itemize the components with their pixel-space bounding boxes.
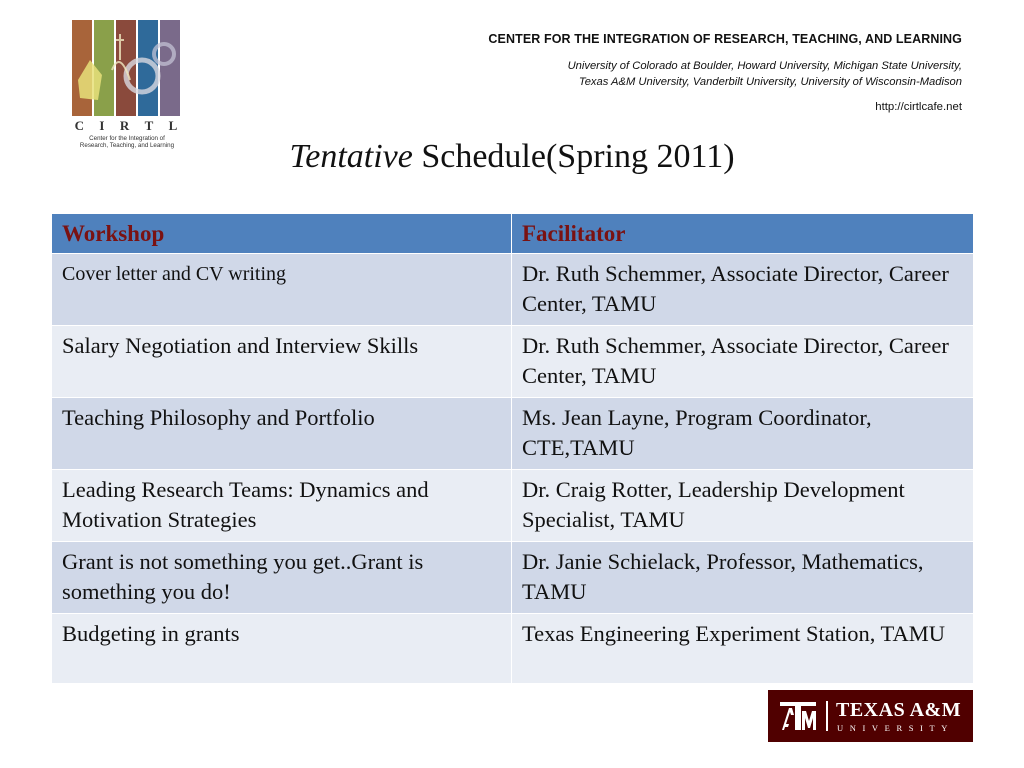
- facilitator-cell: Dr. Janie Schielack, Professor, Mathematics, TAMU: [512, 542, 974, 614]
- cirtl-letters: [68, 118, 186, 134]
- org-title: CENTER FOR THE INTEGRATION OF RESEARCH, TEACHING, AND LEARNING: [488, 32, 962, 46]
- workshop-cell: Leading Research Teams: Dynamics and Motivation Strategies: [52, 470, 512, 542]
- column-header-facilitator: Facilitator: [512, 214, 974, 254]
- universities-line-2: Texas A&M University, Vanderbilt University, University of Wisconsin-Madison: [578, 76, 962, 88]
- table-row: [52, 326, 974, 398]
- slide-title-rest: Schedule(Spring 2011): [412, 138, 735, 175]
- website-url[interactable]: http://cirtlcafe.net: [875, 101, 962, 113]
- cirtl-logo: [68, 20, 186, 152]
- table-row: [52, 614, 974, 684]
- schedule-table: [51, 213, 974, 684]
- tamu-university: UNIVERSITY: [837, 723, 954, 733]
- table-row: [52, 398, 974, 470]
- workshop-cell: Teaching Philosophy and Portfolio: [52, 398, 512, 470]
- slide-title-italic: Tentative: [289, 138, 413, 175]
- table-header-row: [52, 214, 974, 254]
- universities-line-1: University of Colorado at Boulder, Howard University, Michigan State University,: [567, 60, 962, 72]
- atm-monogram-icon: [780, 699, 816, 733]
- logo-letter: I: [99, 118, 107, 133]
- workshop-cell: Cover letter and CV writing: [52, 254, 512, 326]
- workshop-cell: Salary Negotiation and Interview Skills: [52, 326, 512, 398]
- workshop-cell: Grant is not something you get..Grant is something you do!: [52, 542, 512, 614]
- texas-am-logo: [768, 690, 973, 742]
- table-row: [52, 254, 974, 326]
- logo-letter: L: [168, 118, 180, 133]
- facilitator-cell: Dr. Ruth Schemmer, Associate Director, Career Center, TAMU: [512, 254, 974, 326]
- column-header-workshop: Workshop: [52, 214, 512, 254]
- table-row: [52, 542, 974, 614]
- table-row: [52, 470, 974, 542]
- slide-title: [0, 138, 1024, 176]
- facilitator-cell: Ms. Jean Layne, Program Coordinator, CTE,TAMU: [512, 398, 974, 470]
- logo-letter: C: [74, 118, 87, 133]
- cirtl-logo-overlay-icon: [72, 20, 180, 116]
- facilitator-cell: Dr. Ruth Schemmer, Associate Director, Career Center, TAMU: [512, 326, 974, 398]
- workshop-cell: Budgeting in grants: [52, 614, 512, 684]
- cirtl-subtitle-line: Research, Teaching, and Learning: [79, 142, 175, 149]
- logo-letter: R: [119, 118, 132, 133]
- cirtl-subtitle-line: Center for the Integration of: [89, 135, 165, 142]
- tamu-divider: [826, 701, 828, 731]
- logo-letter: T: [144, 118, 156, 133]
- tamu-name: TEXAS A&M: [836, 699, 962, 721]
- facilitator-cell: Dr. Craig Rotter, Leadership Development Specialist, TAMU: [512, 470, 974, 542]
- facilitator-cell: Texas Engineering Experiment Station, TAMU: [512, 614, 974, 684]
